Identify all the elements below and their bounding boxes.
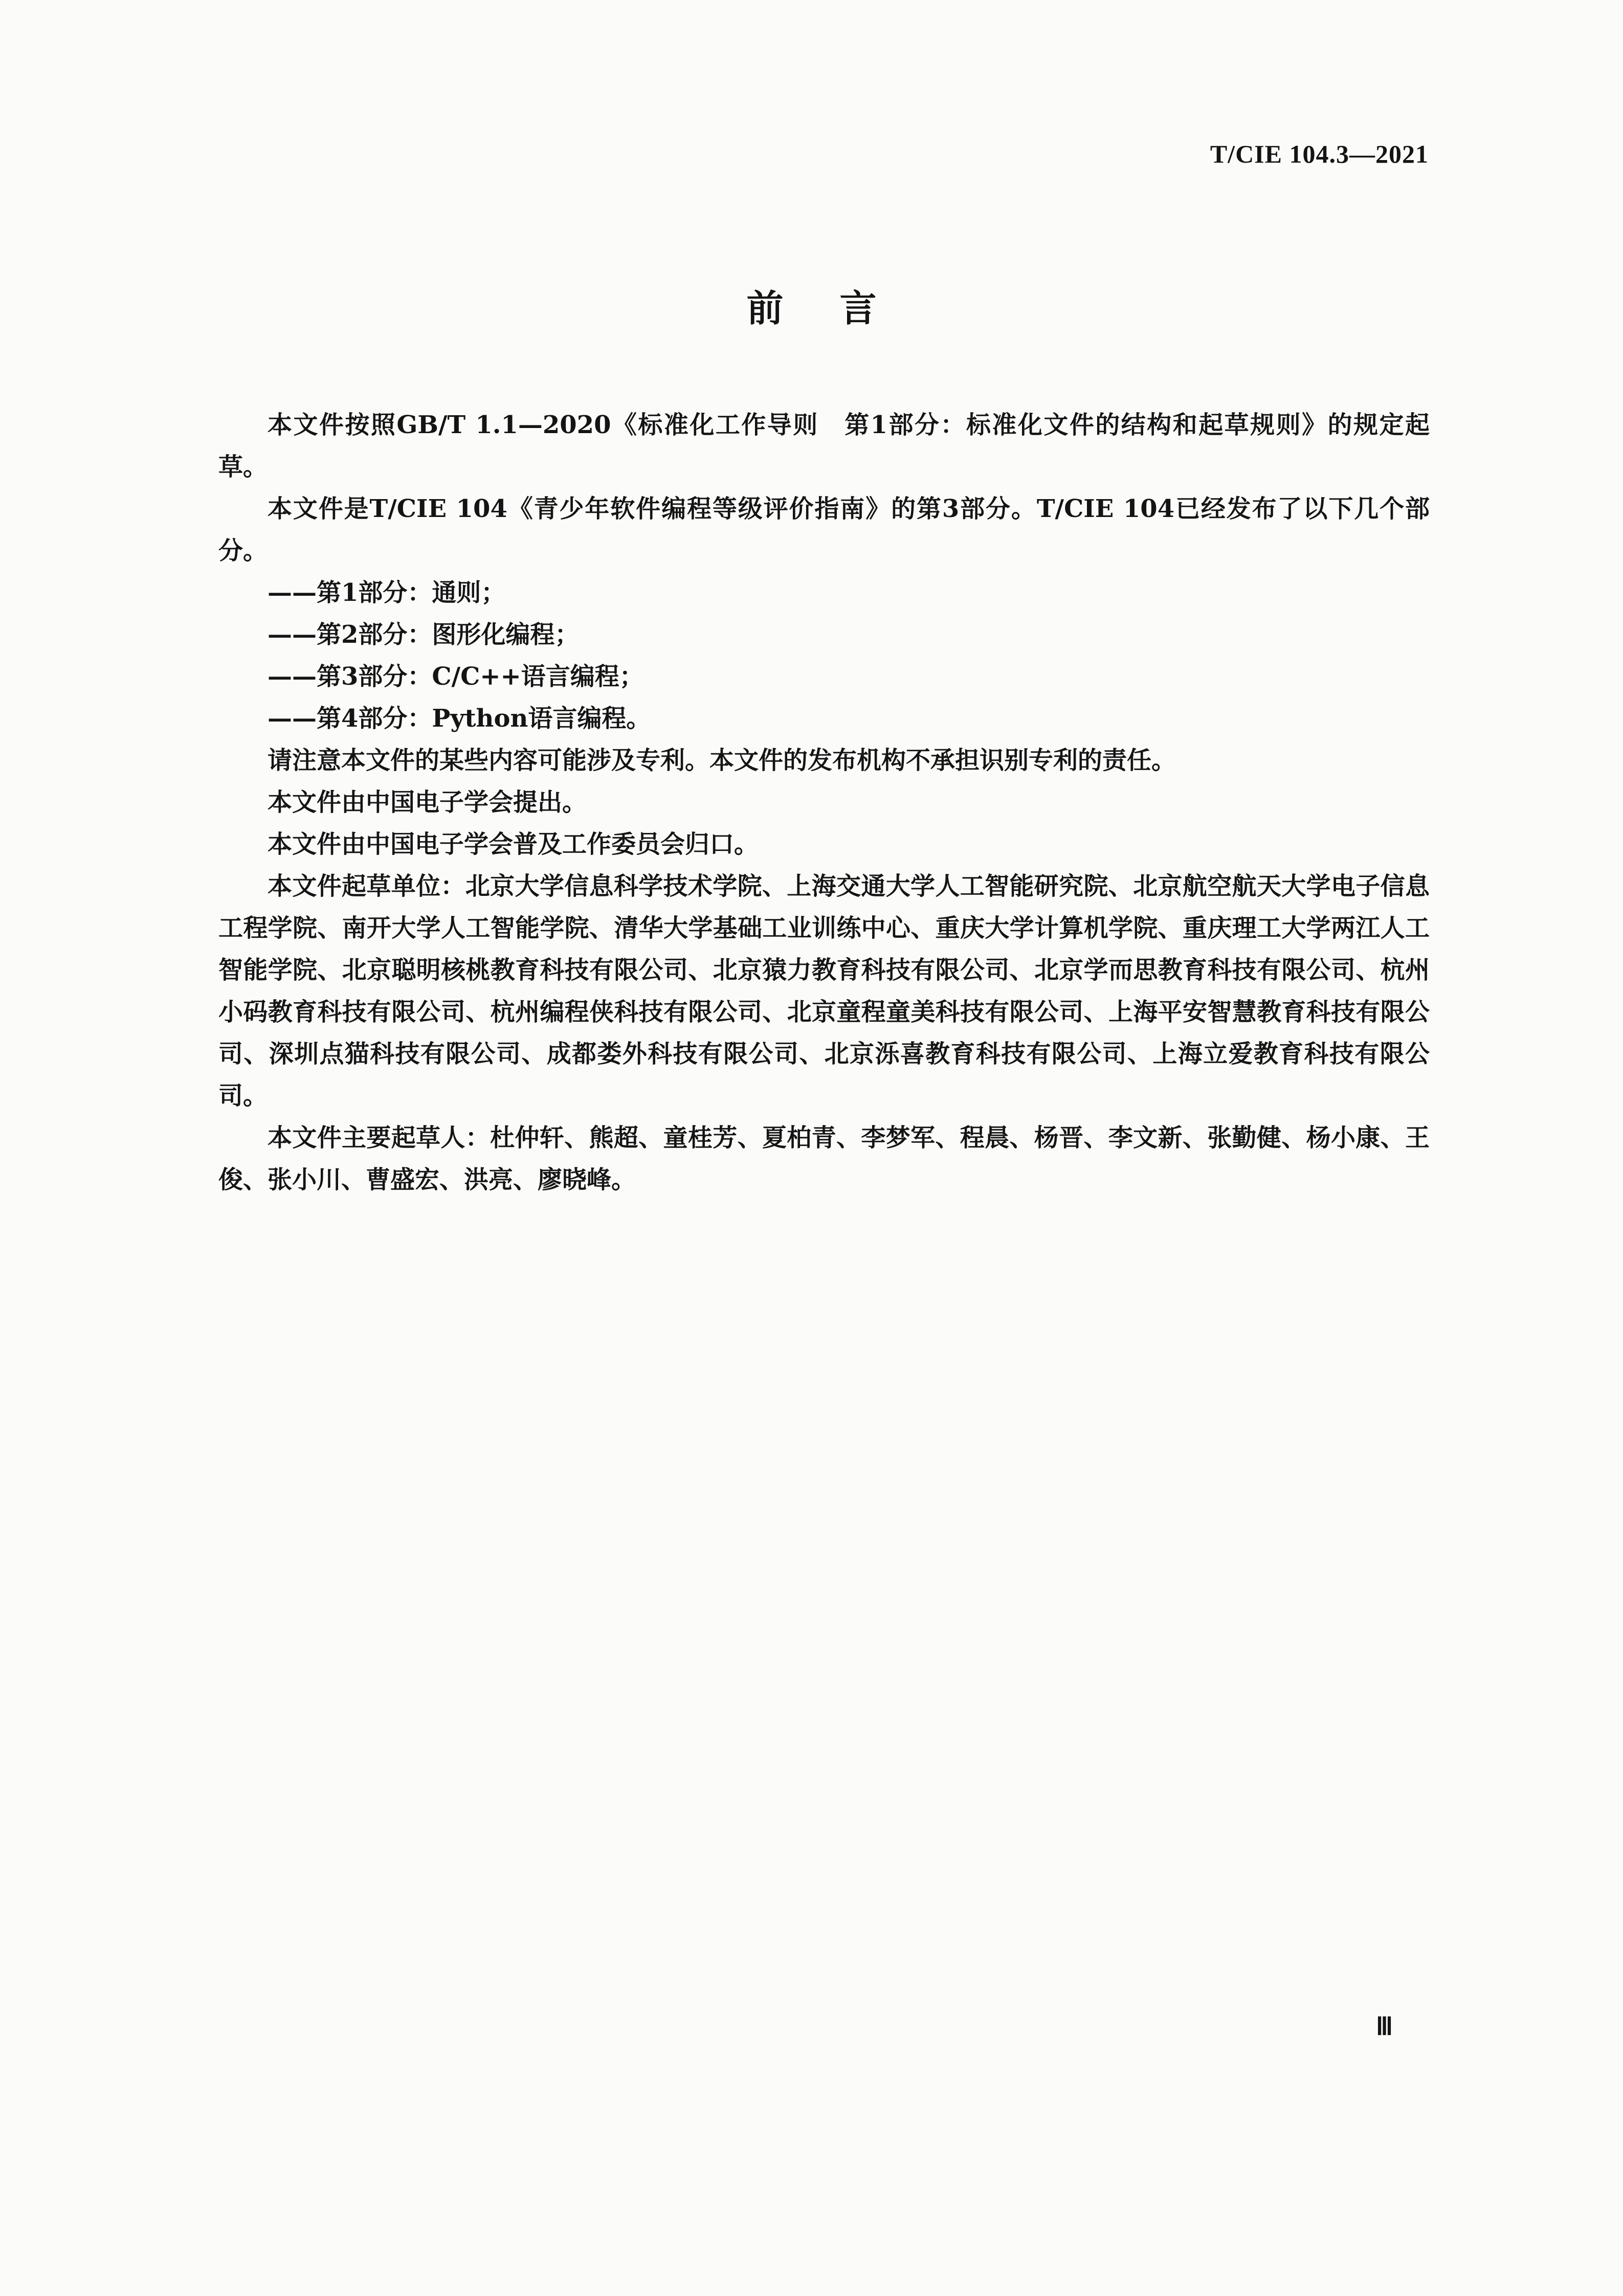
paragraph-drafting-units: 本文件起草单位：北京大学信息科学技术学院、上海交通大学人工智能研究院、北京航空航天大学电子信息工程学院、南开大学人工智能学院、清华大学基础工业训练中心、重庆大学计算机学院、重庆理工大学两江人工智能学院、北京聪明核桃教育科技有限公司、北京猿力教育科技有限公司、北京学而思教育科技有限公司、杭州小码教育科技有限公司、杭州编程侠科技有限公司、北京童程童美科技有限公司、上海平安智慧教育科技有限公司、深圳点猫科技有限公司、成都娄外科技有限公司、北京泺喜教育科技有限公司、上海立爱教育科技有限公司。 xyxy=(218,872,1430,1110)
paragraph-administrator: 本文件由中国电子学会普及工作委员会归口。 xyxy=(268,830,759,859)
paragraph-drafting-rules: 本文件按照GB/T 1.1—2020《标准化工作导则 第1部分：标准化文件的结构和起草规则》的规定起草。 xyxy=(218,411,1430,481)
list-item-part-2: ——第2部分：图形化编程； xyxy=(268,620,580,649)
list-item-part-1: ——第1部分：通则； xyxy=(268,578,506,607)
paragraph-drafters: 本文件主要起草人：杜仲轩、熊超、童桂芳、夏柏青、李梦军、程晨、杨晋、李文新、张勤健、杨小康、王俊、张小川、曹盛宏、洪亮、廖晓峰。 xyxy=(218,1123,1430,1194)
list-item-part-4: ——第4部分：Python语言编程。 xyxy=(268,704,651,733)
foreword-body xyxy=(218,404,1430,1201)
document-code: T/CIE 104.3—2021 xyxy=(1210,140,1429,168)
page-title: 前言 xyxy=(746,286,933,330)
list-item-part-3: ——第3部分：C/C++语言编程； xyxy=(268,662,644,691)
paragraph-patent-notice: 请注意本文件的某些内容可能涉及专利。本文件的发布机构不承担识别专利的责任。 xyxy=(268,746,1176,775)
paragraph-series-info: 本文件是T/CIE 104《青少年软件编程等级评价指南》的第3部分。T/CIE 104已经发布了以下几个部分。 xyxy=(218,494,1430,565)
page-number: Ⅲ xyxy=(1376,2013,1393,2040)
paragraph-proposer: 本文件由中国电子学会提出。 xyxy=(268,788,587,817)
